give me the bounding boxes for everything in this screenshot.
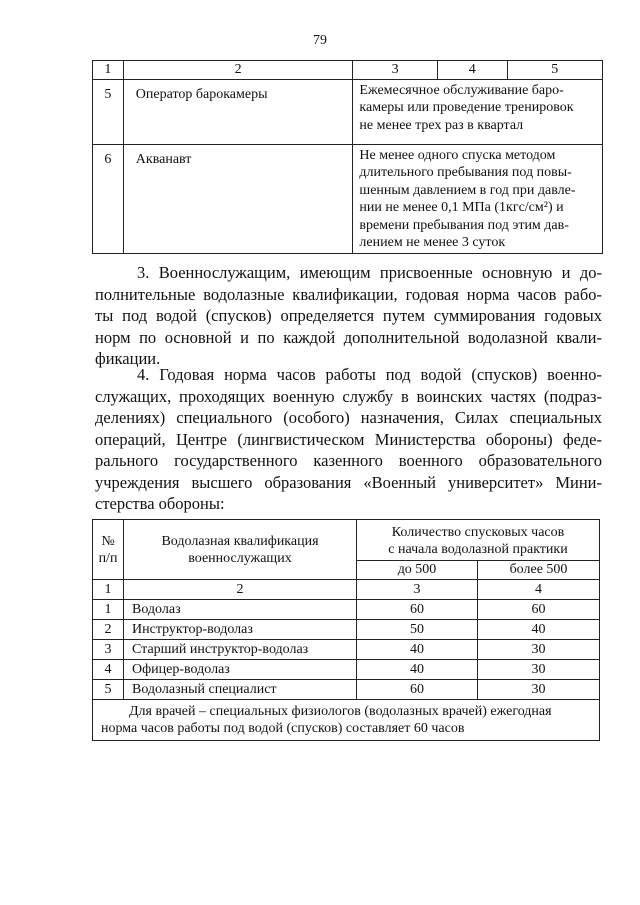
paragraph-line: 3. Военнослужащим, имеющим присвоенные основную и до- xyxy=(137,263,602,282)
header-num xyxy=(93,520,124,580)
header-cell: 1 xyxy=(93,61,124,80)
qualification-cell: Инструктор-водолаз xyxy=(124,620,357,640)
table-row xyxy=(93,680,600,700)
paragraph-line: рального государственного казенного военного образовательного xyxy=(95,451,602,470)
requirement-line: Не менее одного спуска методом xyxy=(359,147,556,163)
header-line: военнослужащих xyxy=(188,550,292,566)
index-cell: 3 xyxy=(357,580,478,600)
paragraph-line: операций, Центре (лингвистическом Министерства обороны) феде- xyxy=(95,429,602,449)
header-dive-hours xyxy=(357,520,600,561)
paragraph-4 xyxy=(95,364,602,515)
hours-over-500: 30 xyxy=(478,680,600,700)
paragraph-3 xyxy=(95,262,602,370)
paragraph-line: служащих, проходящих военную службу в воинских частях (подраз- xyxy=(95,386,602,406)
note-line: норма часов работы под водой (спусков) составляет 60 часов xyxy=(101,721,465,736)
header-cell: 2 xyxy=(123,61,353,80)
header-line: с начала водолазной практики xyxy=(388,542,568,557)
note-line: Для врачей – специальных физиологов (водолазных врачей) ежегодная xyxy=(129,704,552,719)
requirement-line: времени пребывания под этим дав- xyxy=(359,217,569,233)
table-row xyxy=(93,79,603,144)
paragraph-line: полнительные водолазные квалификации, годовая норма часов рабо- xyxy=(95,284,602,304)
requirement-cell xyxy=(353,144,603,253)
dive-hours-norm-table xyxy=(92,519,600,741)
requirement-line: не менее трех раз в квартал xyxy=(359,117,524,133)
paragraph-line: фикации. xyxy=(95,349,161,368)
qualification-cell: Офицер-водолаз xyxy=(124,660,357,680)
row-number: 5 xyxy=(93,79,124,144)
qualification-cell: Водолазный специалист xyxy=(124,680,357,700)
header-line: № xyxy=(101,533,115,549)
index-cell: 2 xyxy=(124,580,357,600)
qualification-cell: Старший инструктор-водолаз xyxy=(124,640,357,660)
index-cell: 4 xyxy=(478,580,600,600)
table-note-row xyxy=(93,700,600,741)
paragraph-line: делениях) специального (особого) назначения, Силах специальных xyxy=(95,408,602,427)
paragraph-line: 4. Годовая норма часов работы под водой (спусков) военно- xyxy=(137,365,602,384)
table-row xyxy=(93,620,600,640)
row-number: 4 xyxy=(93,660,124,680)
paragraph-line: учреждения высшего образования «Военный университет» Мини- xyxy=(95,472,602,492)
row-number: 6 xyxy=(93,144,124,253)
hours-over-500: 30 xyxy=(478,640,600,660)
header-line: п/п xyxy=(98,550,118,566)
row-number: 5 xyxy=(93,680,124,700)
requirement-cell xyxy=(353,79,603,144)
hours-under-500: 40 xyxy=(357,640,478,660)
hours-under-500: 60 xyxy=(357,600,478,620)
table-header-row xyxy=(93,520,600,561)
paragraph-line: норм по основной и по каждой дополнительной водолазной квали- xyxy=(95,327,602,347)
table-index-row xyxy=(93,580,600,600)
header-cell: 3 xyxy=(353,61,438,80)
header-cell: 4 xyxy=(437,61,507,80)
requirement-line: нии не менее 0,1 МПа (1кгс/см²) и xyxy=(359,200,564,215)
table-row xyxy=(93,600,600,620)
page-number: 79 xyxy=(313,33,327,48)
role-cell: Оператор барокамеры xyxy=(123,79,353,144)
requirement-line: камеры или проведение тренировок xyxy=(359,100,574,115)
index-cell: 1 xyxy=(93,580,124,600)
subheader-cell: более 500 xyxy=(478,561,600,580)
header-cell: 5 xyxy=(507,61,602,80)
hours-over-500: 30 xyxy=(478,660,600,680)
requirement-line: Ежемесячное обслуживание баро- xyxy=(359,82,564,98)
row-number: 3 xyxy=(93,640,124,660)
requirement-line: шенным давлением в год при давле- xyxy=(359,182,576,198)
row-number: 1 xyxy=(93,600,124,620)
table-note xyxy=(93,700,600,741)
requirement-line: лением не менее 3 суток xyxy=(359,235,506,250)
hours-over-500: 40 xyxy=(478,620,600,640)
subheader-cell: до 500 xyxy=(357,561,478,580)
paragraph-line: стерства обороны: xyxy=(95,494,225,513)
hours-over-500: 60 xyxy=(478,600,600,620)
hours-under-500: 40 xyxy=(357,660,478,680)
header-qualification xyxy=(124,520,357,580)
qualification-cell: Водолаз xyxy=(124,600,357,620)
table-row xyxy=(93,640,600,660)
hours-under-500: 50 xyxy=(357,620,478,640)
table-row xyxy=(93,660,600,680)
table-row xyxy=(93,144,603,253)
header-line: Водолазная квалификация xyxy=(161,533,319,549)
hours-under-500: 60 xyxy=(357,680,478,700)
qualification-requirements-table xyxy=(92,60,603,254)
table-header-row xyxy=(93,61,603,80)
paragraph-line: ты под водой (спусков) определяется путем суммирования годовых xyxy=(95,306,602,325)
header-line: Количество спусковых часов xyxy=(391,525,565,540)
row-number: 2 xyxy=(93,620,124,640)
requirement-line: длительного пребывания под повы- xyxy=(359,165,572,180)
role-cell: Акванавт xyxy=(123,144,353,253)
